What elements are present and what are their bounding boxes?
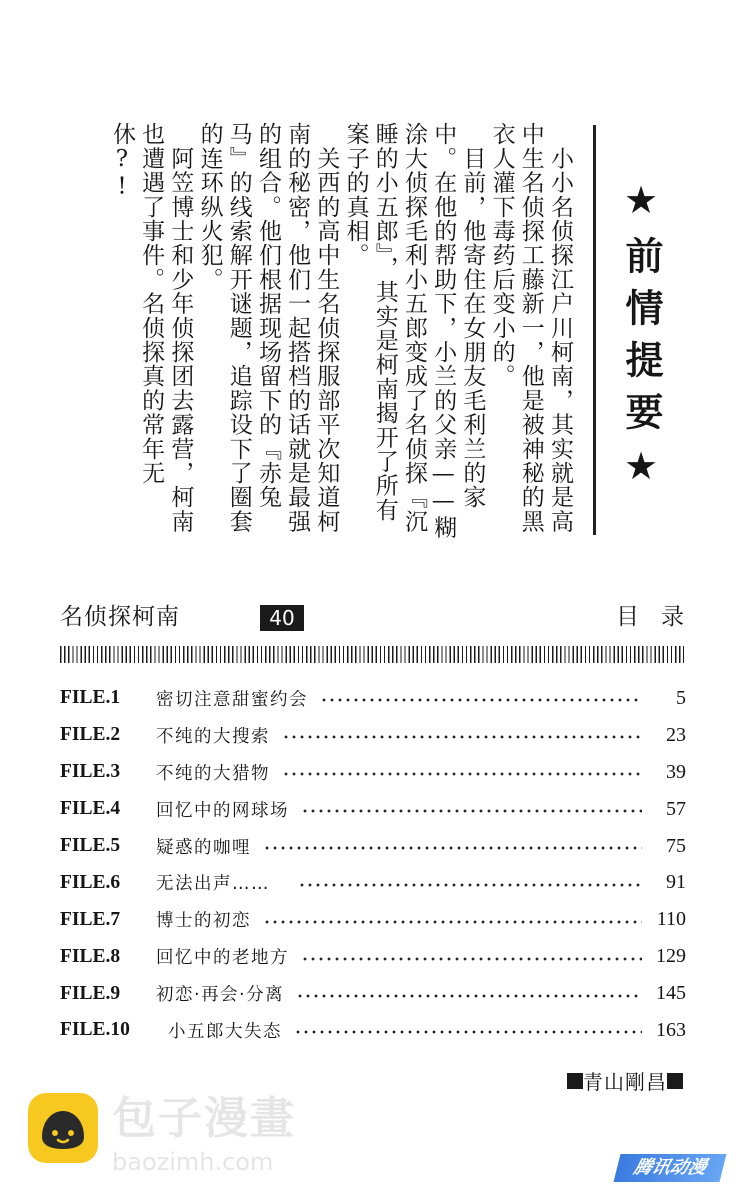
toc-leader-dots [301,957,642,961]
toc-page-number: 145 [656,982,686,1005]
toc-row[interactable] [60,938,686,975]
author-name: 青山剛昌 [583,1070,667,1094]
toc-row[interactable] [60,717,686,754]
toc-chapter-title: 不纯的大搜索 [156,726,270,747]
toc-file-number: FILE.1 [60,687,121,709]
synopsis-paragraph: 目前，他寄住在女朋友毛利兰的家中。在他的帮助下，小兰的父亲——糊涂大侦探毛利小五郎变成了名侦探『沉睡的小五郎』，其实是柯南揭开了所有案子的真相。 [342,122,486,540]
toc-chapter-title: 疑惑的咖哩 [156,837,251,858]
toc-page-number: 23 [666,723,686,746]
synopsis-paragraph: 阿笠博士和少年侦探团去露营，柯南也遭遇了事件。名侦探真的常年无休?! [108,122,194,534]
bun-face-icon [28,1093,98,1163]
toc-page-number: 91 [666,871,686,894]
toc-file-number: FILE.6 [60,871,121,893]
toc-chapter-title: 博士的初恋 [156,911,251,932]
toc-leader-dots [298,883,642,887]
toc-page-number: 163 [656,1018,686,1041]
toc-row[interactable] [60,680,686,717]
toc-file-number: FILE.8 [60,945,121,967]
toc-page-number: 57 [666,797,686,820]
toc-page-number: 129 [656,945,686,968]
toc-leader-dots [263,920,642,924]
toc-page-number: 39 [666,760,686,783]
black-square-icon [667,1073,683,1089]
toc-file-number: FILE.10 [60,1019,130,1041]
toc-leader-dots [282,772,642,776]
volume-badge: 40 [260,605,304,631]
toc-page-number: 110 [656,908,686,931]
toc-chapter-title: 小五郎大失态 [168,1021,282,1042]
toc-chapter-title: 密切注意甜蜜约会 [156,689,308,710]
toc-page-number: 5 [676,686,686,709]
toc-chapter-title: 回忆中的网球场 [156,800,289,821]
watermark-site-name: 包子漫畫 [112,1093,296,1144]
synopsis-paragraph: 小小名侦探江户川柯南，其实就是高中生名侦探工藤新一，他是被神秘的黑衣人灌下毒药后变小的。 [488,122,573,534]
toc-leader-dots [282,735,642,739]
watermark-url[interactable]: baozimh.com [112,1148,274,1176]
corner-watermark-logo: 腾讯动漫 [614,1154,727,1182]
decorative-barcode-strip [60,646,684,663]
synopsis-title: ★前情提要★ [619,178,663,502]
toc-row[interactable] [60,975,686,1012]
toc-page-number: 75 [666,834,686,857]
toc-row[interactable] [60,791,686,828]
toc-row[interactable] [60,864,686,901]
toc-file-number: FILE.4 [60,798,121,820]
toc-leader-dots [296,994,642,998]
black-square-icon [567,1073,583,1089]
toc-file-number: FILE.9 [60,982,121,1004]
book-title: 名侦探柯南 [60,604,180,630]
toc-chapter-title: 初恋·再会·分离 [156,985,285,1006]
toc-row[interactable] [60,901,686,938]
table-of-contents [60,680,686,1049]
toc-leader-dots [301,809,642,813]
contents-label: 目录 [616,604,706,630]
contents-header [60,602,706,634]
toc-row[interactable] [60,828,686,865]
toc-file-number: FILE.7 [60,908,121,930]
synopsis-divider [593,125,596,535]
toc-row[interactable] [60,1012,686,1049]
synopsis-body [86,122,574,542]
toc-leader-dots [320,698,642,702]
toc-file-number: FILE.3 [60,761,121,783]
toc-chapter-title: 回忆中的老地方 [156,948,289,969]
toc-file-number: FILE.5 [60,835,121,856]
toc-leader-dots [294,1030,642,1034]
synopsis-paragraph: 关西的高中生名侦探服部平次知道柯南的秘密，他们一起搭档的话就是最强的组合。他们根据现场留下的『赤兔马』的线索解开谜题，追踪设下了圈套的连环纵火犯。 [196,122,340,534]
toc-file-number: FILE.2 [60,724,121,746]
toc-chapter-title: 不纯的大猎物 [156,763,270,784]
toc-row[interactable] [60,754,686,791]
author-credit [567,1066,683,1095]
toc-leader-dots [263,846,642,850]
toc-chapter-title: 无法出声…… [156,874,270,895]
